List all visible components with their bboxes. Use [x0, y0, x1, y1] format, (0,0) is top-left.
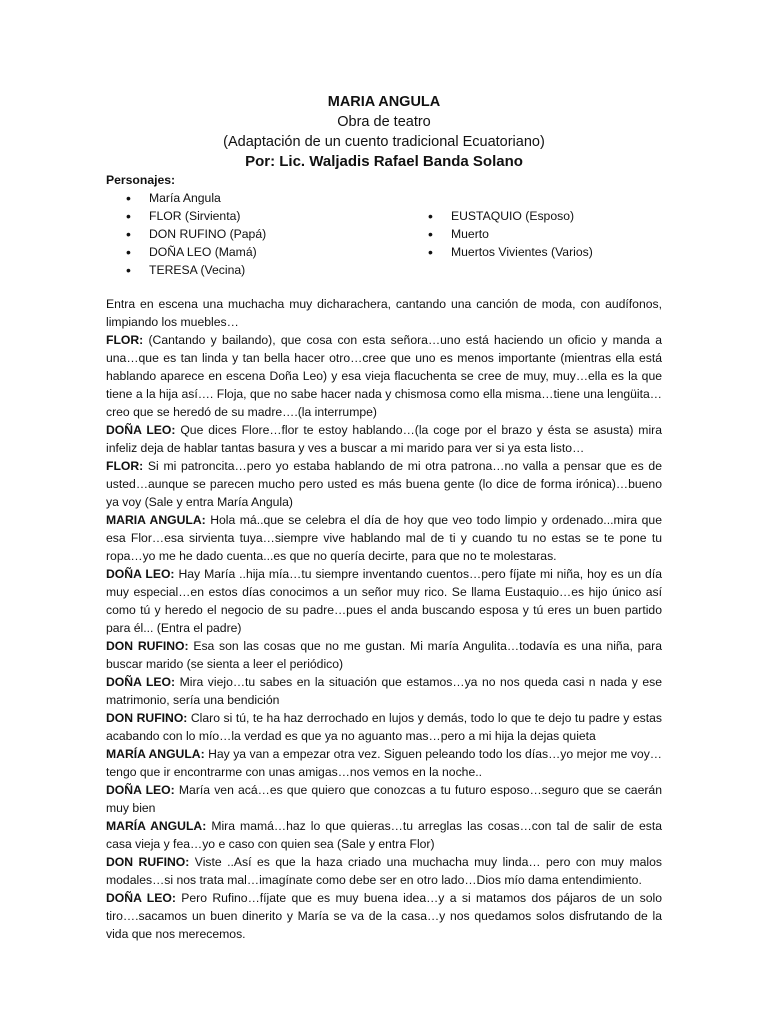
dialogue-line	[106, 565, 662, 637]
speaker-name: DON RUFINO:	[106, 639, 189, 653]
cast-item: • Muerto	[428, 225, 593, 243]
speaker-name: DOÑA LEO:	[106, 783, 175, 797]
speaker-name: DON RUFINO:	[106, 855, 190, 869]
speaker-name: FLOR:	[106, 333, 144, 347]
cast-list-left	[126, 189, 266, 279]
cast-list-right	[428, 207, 593, 261]
speaker-name: MARIA ANGULA:	[106, 513, 206, 527]
speaker-name: DOÑA LEO:	[106, 423, 176, 437]
cast-item: • DON RUFINO (Papá)	[126, 225, 266, 243]
dialogue-text: Si mi patroncita…pero yo estaba hablando de mi otra patrona…no valla a pensar que es de usted…aunque se parecen mucho pero usted es más buena gente (lo dice de forma irónica)…bueno ya voy (Sale y entra María Angula)	[106, 459, 662, 509]
dialogue-text: Pero Rufino…fíjate que es muy buena idea…y a si matamos dos pájaros de un solo tiro….sacamos un buen dinerito y María se va de la casa…y nos quedamos solos disfrutando de la vida que nos merecemos.	[106, 891, 663, 941]
dialogue-line	[106, 673, 662, 709]
cast-item: • TERESA (Vecina)	[126, 261, 266, 279]
cast-item: • EUSTAQUIO (Esposo)	[428, 207, 593, 225]
dialogue-line	[106, 853, 662, 889]
author-line: Por: Lic. Waljadis Rafael Banda Solano	[245, 153, 523, 170]
dialogue-text: Mira mamá…haz lo que quieras…tu arreglas las cosas…con tal de salir de esta casa vieja y fea…yo e caso con quien sea (Sale y entra Flor)	[106, 819, 662, 851]
speaker-name: DOÑA LEO:	[106, 675, 176, 689]
dialogue-text: (Cantando y bailando), que cosa con esta señora…uno está haciendo un oficio y manda a una…que es tan linda y tan bella hacer otro…cree que uno es menos importante (mientras ella está hablando aparece en escena Doña Leo) y esa vieja flacuchenta se cree de muy, muy…ella es la que tiene a la hija así…. Floja, que no sabe hacer nada y chismosa como ella misma…tiene una lengüita…creo que se heredó de su madre….(la interrumpe)	[106, 333, 662, 419]
speaker-name: DON RUFINO:	[106, 711, 188, 725]
dialogue-line	[106, 709, 662, 745]
cast-heading: Personajes:	[106, 173, 176, 187]
dialogue-text: Esa son las cosas que no me gustan. Mi maría Angulita…todavía es una niña, para buscar marido (se sienta a leer el periódico)	[106, 639, 662, 671]
dialogue-line	[106, 511, 662, 565]
dialogue-line	[106, 817, 662, 853]
dialogue-text: Viste ..Así es que la haza criado una muchacha muy linda… pero con muy malos modales…si nos trata mal…imagínate como debe ser en otro lado…Dios mío dama entendimiento.	[106, 855, 662, 887]
play-title: MARIA ANGULA	[327, 94, 441, 110]
speaker-name: MARÍA ANGULA:	[106, 819, 207, 833]
dialogue-line	[106, 781, 662, 817]
speaker-name: DOÑA LEO:	[106, 891, 176, 905]
cast-item: • María Angula	[126, 189, 266, 207]
dialogue-line	[106, 745, 662, 781]
speaker-name: MARÍA ANGULA:	[106, 747, 205, 761]
adaptation-note: (Adaptación de un cuento tradicional Ecuatoriano)	[223, 134, 545, 150]
title-block	[0, 92, 768, 172]
dialogue-text: Mira viejo…tu sabes en la situación que estamos…ya no nos queda casi n nada y ese matrimonio, sería una bendición	[106, 675, 662, 707]
speaker-name: DOÑA LEO:	[106, 567, 175, 581]
stage-direction: Entra en escena una muchacha muy dicharachera, cantando una canción de moda, con audífonos, limpiando los muebles…	[106, 297, 662, 329]
cast-item: • DOÑA LEO (Mamá)	[126, 243, 266, 261]
play-subtitle: Obra de teatro	[337, 114, 431, 130]
dialogue-text: Claro si tú, te ha haz derrochado en lujos y demás, todo lo que te dejo tu padre y estas acabando con lo mío…la verdad es que ya no aguanto mas…pero a mi hija la dejas quieta	[106, 711, 662, 743]
dialogue-line	[106, 421, 662, 457]
cast-item: • FLOR (Sirvienta)	[126, 207, 266, 225]
dialogue-text: Hola má..que se celebra el día de hoy que veo todo limpio y ordenado...mira que esa Flor…esa sirvienta tuya…siempre vive hablando mal de ti y cuando tu no estas se te pone tu ropa…yo me he dado cuenta...es que no quería decirte, para que no te molestaras.	[106, 513, 662, 563]
dialogue-line	[106, 457, 662, 511]
cast-item: • Muertos Vivientes (Varios)	[428, 243, 593, 261]
dialogue-text: Hay María ..hija mía…tu siempre inventando cuentos…pero fíjate mi niña, hoy es un día muy especial…en estos días conocimos a un señor muy rico. Se llama Eustaquio…es hijo único así como tú y heredo el negocio de su padre…pues el anda buscando esposa y tú eres un buen partido para él... (Entra el padre)	[106, 567, 662, 635]
dialogue-text: Que dices Flore…flor te estoy hablando…(la coge por el brazo y ésta se asusta) mira infeliz deja de hablar tantas basura y ves a buscar a mi marido para ver si ya esta listo…	[106, 423, 662, 455]
speaker-name: FLOR:	[106, 459, 144, 473]
dialogue-line	[106, 637, 662, 673]
dialogue-text: María ven acá…es que quiero que conozcas a tu futuro esposo…seguro que se caerán muy bien	[106, 783, 662, 815]
dialogue-line	[106, 331, 662, 421]
dialogue-text: Hay ya van a empezar otra vez. Siguen peleando todo los días…yo mejor me voy…tengo que ir encontrarme con unas amigas…nos vemos en la noche..	[106, 747, 662, 779]
script-body	[106, 295, 662, 943]
dialogue-line	[106, 889, 662, 943]
